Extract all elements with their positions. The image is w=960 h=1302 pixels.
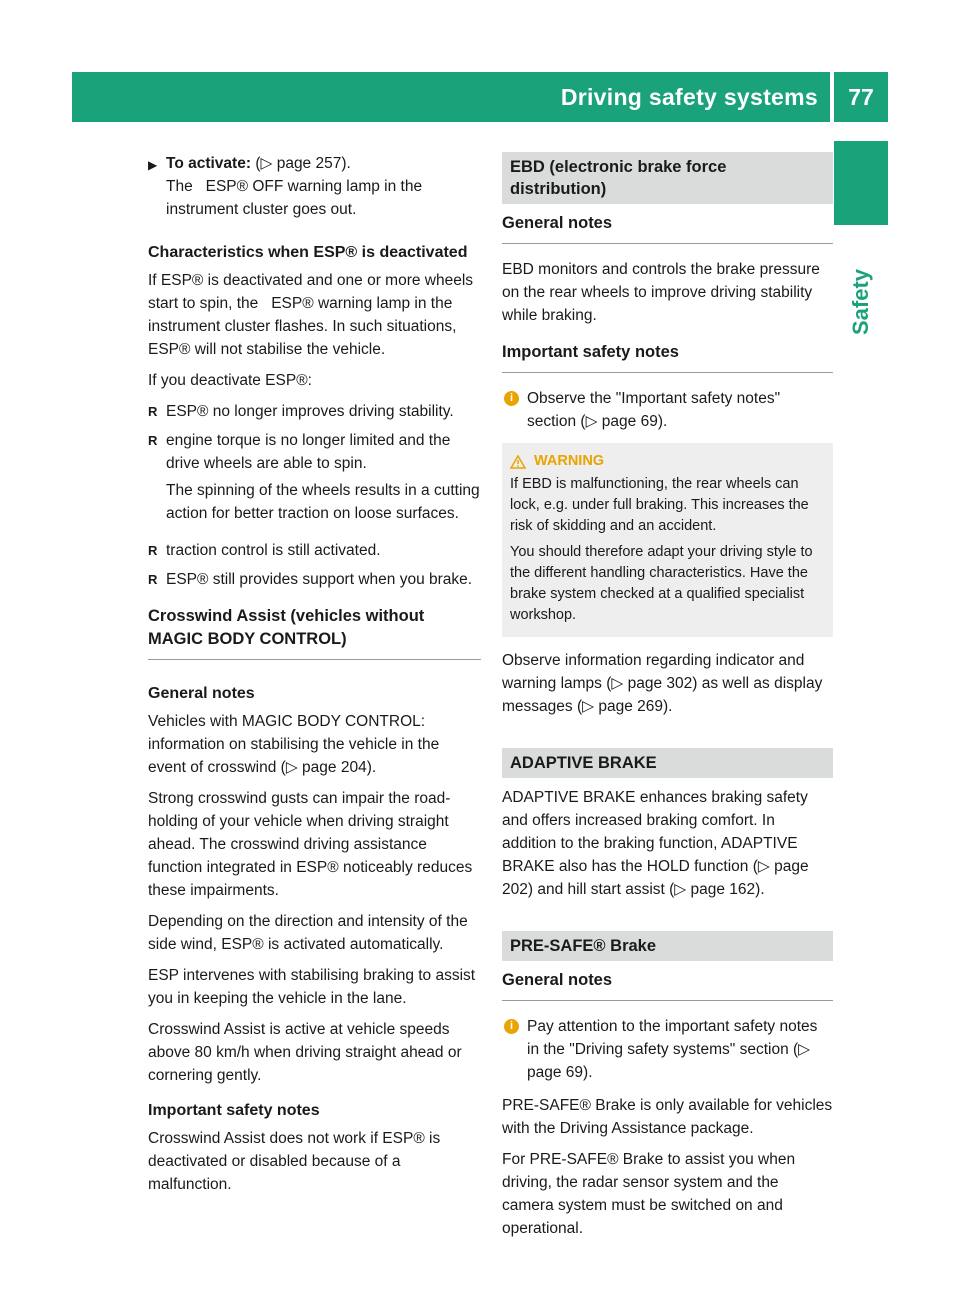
page-number: 77 [834,72,888,122]
pre-safe-heading: PRE-SAFE® Brake [502,931,833,961]
header-bar [72,72,830,122]
char-heading: Characteristics when ESP® is deactivated [148,244,468,261]
esp-bullet-list [148,400,481,591]
cw-paragraph-6: Crosswind Assist does not work if ESP® is deactivated or disabled because of a malfunction. [148,1130,441,1193]
ebd-heading: EBD (electronic brake force distribution) [502,152,833,204]
bullet-extra: The spinning of the wheels results in a cutting action for better traction on loose surfaces. [166,482,480,522]
play-marker-icon: ▶ [148,158,158,172]
side-tab-block [834,141,888,225]
right-column [502,152,833,1248]
list-item: R traction control is still activated. [148,539,481,562]
bullet-marker-icon: R [148,404,158,419]
activate-step [148,152,481,229]
ebd-general-notes: General notes [502,212,833,244]
cw-paragraph-3: Depending on the direction and intensity of the side wind, ESP® is activated automatically. [148,913,468,953]
adaptive-brake-paragraph: ADAPTIVE BRAKE enhances braking safety and offers increased braking comfort. In addition to the braking function, ADAPTIVE BRAKE also has the HOLD function (▷ page 202) and hill start assist (▷ page 162). [502,789,809,898]
ebd-safety-heading: Important safety notes [502,341,833,373]
list-item: R ESP® still provides support when you brake. [148,568,481,591]
crosswind-heading: Crosswind Assist (vehicles without MAGIC BODY CONTROL) [148,605,481,660]
activate-ref[interactable]: (▷ page 257). [255,155,351,172]
pre-safe-paragraph-1: PRE-SAFE® Brake is only available for vehicles with the Driving Assistance package. [502,1097,833,1137]
info-icon: i [504,391,519,406]
warning-label: WARNING [534,453,605,469]
warning-paragraph-1: If EBD is malfunctioning, the rear wheels can lock, e.g. under full braking. This increases the risk of skidding and an accident. [510,476,809,534]
bullet-marker-icon: R [148,572,158,587]
ebd-info-note: i Observe the "Important safety notes" section (▷ page 69). [502,387,833,433]
activate-label: To activate: [166,155,251,172]
pre-safe-info-note: i Pay attention to the important safety notes in the "Driving safety systems" section (▷ page 69). [502,1015,833,1084]
side-tab-label: Safety [848,268,873,335]
warning-box [502,443,833,637]
cw-safety-heading: Important safety notes [148,1102,320,1119]
pre-safe-general-notes: General notes [502,969,833,1001]
cw-paragraph-5: Crosswind Assist is active at vehicle speeds above 80 km/h when driving straight ahead or cornering gently. [148,1021,462,1084]
cw-paragraph-1: Vehicles with MAGIC BODY CONTROL: information on stabilising the vehicle in the event of crosswind (▷ page 204). [148,713,440,776]
page-section-title: Driving safety systems [560,83,818,110]
left-column [148,152,481,1204]
activate-body: The ESP® OFF warning lamp in the instrument cluster goes out. [166,178,423,218]
warning-triangle-icon [510,455,526,469]
crosswind-general-notes: General notes [148,685,255,702]
ebd-paragraph-2: Observe information regarding indicator and warning lamps (▷ page 302) as well as display messages (▷ page 269). [502,652,823,715]
char-paragraph-2: If you deactivate ESP®: [148,372,312,389]
char-paragraph-1: If ESP® is deactivated and one or more wheels start to spin, the ESP® warning lamp in the instrument cluster flashes. In such situations, ESP® will not stabilise the vehicle. [148,272,474,358]
bullet-marker-icon: R [148,543,158,558]
warning-paragraph-2: You should therefore adapt your driving style to the different handling characteristics. Have the brake system checked at a qualified specialist workshop. [510,544,813,623]
cw-paragraph-2: Strong crosswind gusts can impair the road-holding of your vehicle when driving straight ahead. The crosswind driving assistance function integrated in ESP® noticeably reduces these impairments. [148,790,473,899]
bullet-marker-icon: R [148,433,158,448]
list-item: R ESP® no longer improves driving stability. [148,400,481,423]
warning-header [510,451,825,472]
ebd-paragraph-1: EBD monitors and controls the brake pressure on the rear wheels to improve driving stability while braking. [502,261,820,324]
list-item: R engine torque is no longer limited and the drive wheels are able to spin. The spinning of the wheels results in a cutting action for better traction on loose surfaces. [148,429,481,533]
adaptive-brake-heading: ADAPTIVE BRAKE [502,748,833,778]
cw-paragraph-4: ESP intervenes with stabilising braking to assist you in keeping the vehicle in the lane. [148,967,476,1007]
info-icon: i [504,1019,519,1034]
pre-safe-paragraph-2: For PRE-SAFE® Brake to assist you when driving, the radar sensor system and the camera system must be switched on and operational. [502,1151,796,1237]
